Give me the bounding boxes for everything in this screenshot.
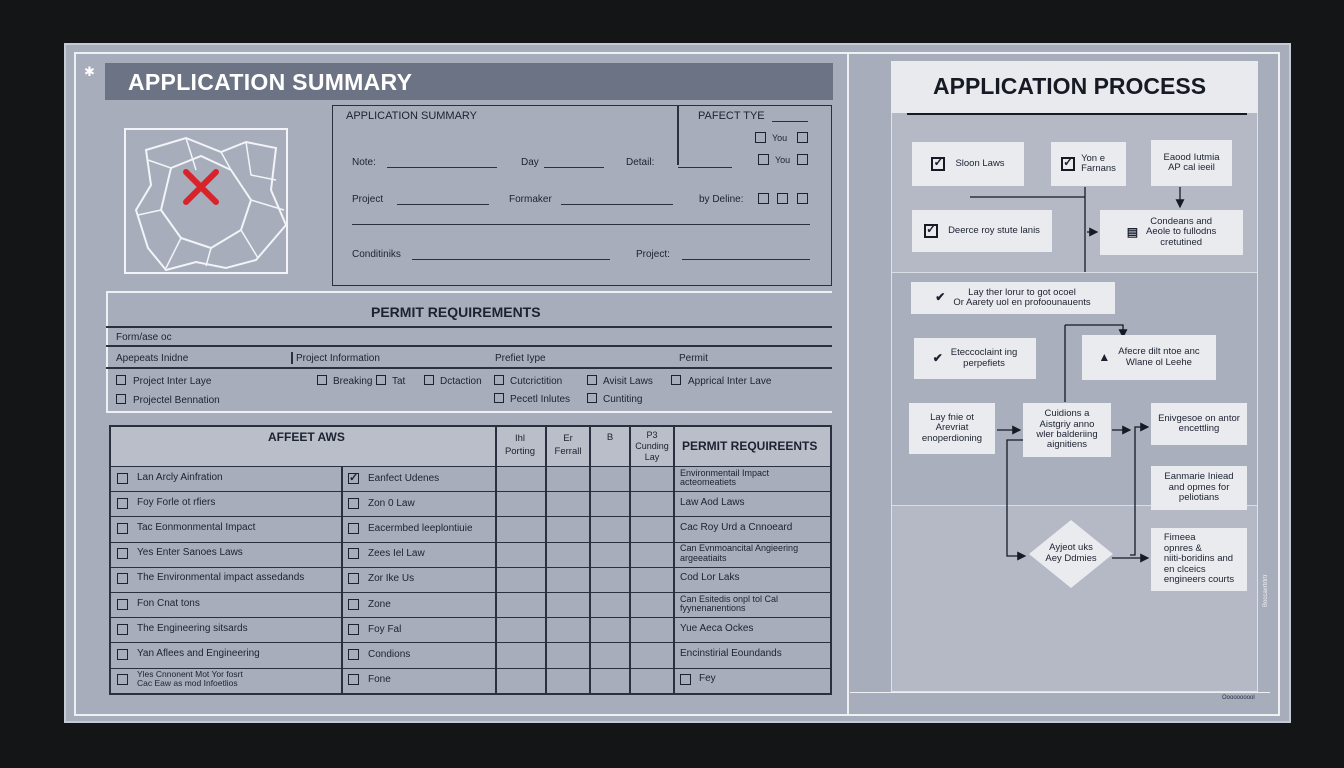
process-step-fimeea[interactable] (1151, 528, 1247, 591)
process-title: APPLICATION PROCESS (933, 73, 1207, 99)
row-left-label: Yles Cnnonent Mot Yor fosrt Cac Eaw as mod Infoetlios (137, 669, 243, 689)
step-label: Condeans and Aeole to fullodns cretutined (1146, 215, 1217, 248)
step-label: Lay ther lorur to got ocoel Or Aarety uol en profoounauents (953, 286, 1091, 308)
permit-requirements-title: PERMIT REQUIREMENTS (371, 304, 541, 320)
process-step-afecre[interactable] (1082, 335, 1216, 380)
side-label: Boccavrtrtrtr (1263, 574, 1269, 607)
row-left-label: Lan Arcly Ainfration (137, 471, 223, 483)
opt-cutcrictition: Cutcrictition (510, 376, 563, 387)
step-label: Enivgesoe on antor encettling (1158, 412, 1240, 434)
opt-apprical: Apprical Inter Lave (688, 376, 772, 387)
perfect-type-label: PAFECT TYE (698, 110, 765, 122)
row-right-label: Cac Roy Urd a Cnnoeard (680, 522, 793, 533)
row-left-label: Tac Eonmonmental Impact (137, 522, 256, 533)
footer-note: Oooooooool (1222, 695, 1255, 701)
opt-avisit: Avisit Laws (603, 376, 653, 387)
opt-pecetl: Pecetl Inlutes (510, 394, 571, 405)
row-right-label: Can Evnmoancital Angieering argeeatiaits (680, 543, 799, 563)
check-circle-icon: ✔ (932, 350, 943, 365)
check-icon (924, 224, 938, 238)
table-header-col-2: Er Ferrall (554, 433, 582, 458)
col-permit: Permit (679, 353, 708, 364)
table-header-main: AFFEET AWS (268, 430, 345, 444)
up-arrow-icon: ▲ (1098, 349, 1111, 364)
opt-project-inter: Project Inter Laye (133, 376, 212, 387)
row-mid-label: Condions (368, 649, 411, 660)
row-left-label: Foy Forle ot rfiers (137, 496, 216, 508)
step-label: Afecre dilt ntoe anc Wlane ol Leehe (1118, 346, 1200, 368)
process-step-deerce[interactable] (912, 210, 1052, 252)
row-right-label: Law Aod Laws (680, 496, 745, 508)
note-label: Note: (352, 157, 376, 168)
row-left-label: Yan Aflees and Engineering (137, 648, 260, 659)
process-step-lay-ther[interactable] (911, 282, 1115, 314)
row-right-label: Yue Aeca Ockes (680, 622, 754, 634)
row-left-label: Fon Cnat tons (137, 597, 200, 609)
row-mid-label: Eanfect Udenes (368, 472, 440, 484)
process-step-lay-fnie[interactable] (909, 403, 995, 454)
process-step-condeans[interactable] (1100, 210, 1243, 255)
row-right-label: Encinstirial Eoundands (680, 648, 782, 659)
row-mid-label: Foy Fal (368, 623, 402, 635)
form-base-label: Form/ase oc (116, 332, 172, 343)
table-header-col-3: B (606, 432, 614, 443)
step-label: Yon e Farnans (1081, 152, 1116, 174)
step-label: Sloon Laws (955, 157, 1005, 169)
opt-cuntiting: Cuntiting (603, 394, 643, 405)
col-applicant: Apepeats Inidne (116, 353, 189, 364)
row-mid-label: Zor Ike Us (368, 573, 415, 585)
process-step-farnans[interactable] (1051, 142, 1126, 186)
opt-projectel: Projectel Bennation (133, 395, 220, 406)
row-mid-label: Fone (368, 674, 391, 686)
process-step-eaood[interactable] (1151, 140, 1232, 186)
col-project-info: Project Information (296, 353, 380, 364)
formaker-label: Formaker (509, 194, 552, 205)
type-option-2: You (775, 155, 791, 165)
step-label: Fimeea opnres & niiti-boridins and en clceics engineers courts (1163, 532, 1235, 586)
table-header-col-4: P3 Cunding Lay (635, 430, 669, 462)
row-mid-label: Zone (368, 598, 391, 610)
step-label: Eteccoclaint ing perpefiets (950, 347, 1018, 369)
row-left-label: Yes Enter Sanoes Laws (137, 547, 243, 559)
process-step-enivgesoe[interactable] (1151, 403, 1247, 445)
row-mid-label: Zees Iel Law (368, 548, 425, 560)
document-icon: ▤ (1126, 224, 1139, 239)
check-icon (1061, 157, 1075, 171)
check-circle-icon: ✔ (935, 290, 946, 305)
row-mid-label: Zon 0 Law (368, 497, 415, 509)
check-icon (931, 157, 945, 171)
row-right-label: Fey (699, 673, 716, 685)
project2-label: Project: (636, 249, 670, 260)
step-label: Eanmarie Iniead and opmes for peliotians (1164, 471, 1234, 504)
col-project-type: Prefiet Iype (495, 353, 546, 364)
row-left-label: The Engineering sitsards (137, 622, 248, 634)
page-title: APPLICATION SUMMARY (128, 69, 413, 95)
row-left-label: The Environmental impact assedands (137, 572, 305, 584)
row-right-label: Environmentail Impact acteomeatiets (680, 467, 770, 488)
opt-tat: Tat (392, 376, 406, 387)
process-step-cuidions[interactable] (1023, 403, 1111, 457)
by-deline-label: by Deline: (699, 194, 744, 205)
step-label: Lay fnie ot Arevriat enoperdioning (921, 411, 983, 444)
process-step-eteccoclaint[interactable] (914, 338, 1036, 379)
process-step-sloon-laws[interactable] (912, 142, 1024, 186)
row-right-label: Cod Lor Laks (680, 572, 740, 584)
row-mid-label: Eacermbed leeplontiuie (368, 523, 473, 534)
type-option-1: You (772, 133, 788, 143)
opt-breaking: Breaking (333, 376, 373, 387)
day-label: Day (521, 157, 539, 168)
form-heading: APPLICATION SUMMARY (346, 110, 478, 122)
process-step-eanmarie[interactable] (1151, 466, 1247, 510)
project-label: Project (352, 194, 384, 205)
table-header-permit: PERMIT REQUIREENTS (682, 439, 818, 453)
detail-label: Detail: (626, 157, 655, 168)
conditions-label: Conditiniks (352, 249, 401, 260)
person-icon: ✱ (84, 64, 95, 79)
step-label: Deerce roy stute lanis (948, 224, 1040, 236)
step-label: Eaood Iutmia AP cal ieeil (1163, 151, 1220, 173)
row-right-label: Can Esitedis onpl tol Cal fyynenanentions (680, 593, 779, 614)
decision-diamond-label[interactable]: Ayjeot uks Aey Ddmies (1045, 542, 1097, 564)
table-header-col-1: Ihl Porting (504, 433, 536, 458)
step-label: Cuidions a Aistgriy anno wler balderiing aignitiens (1036, 408, 1098, 451)
opt-dctaction: Dctaction (440, 376, 482, 387)
